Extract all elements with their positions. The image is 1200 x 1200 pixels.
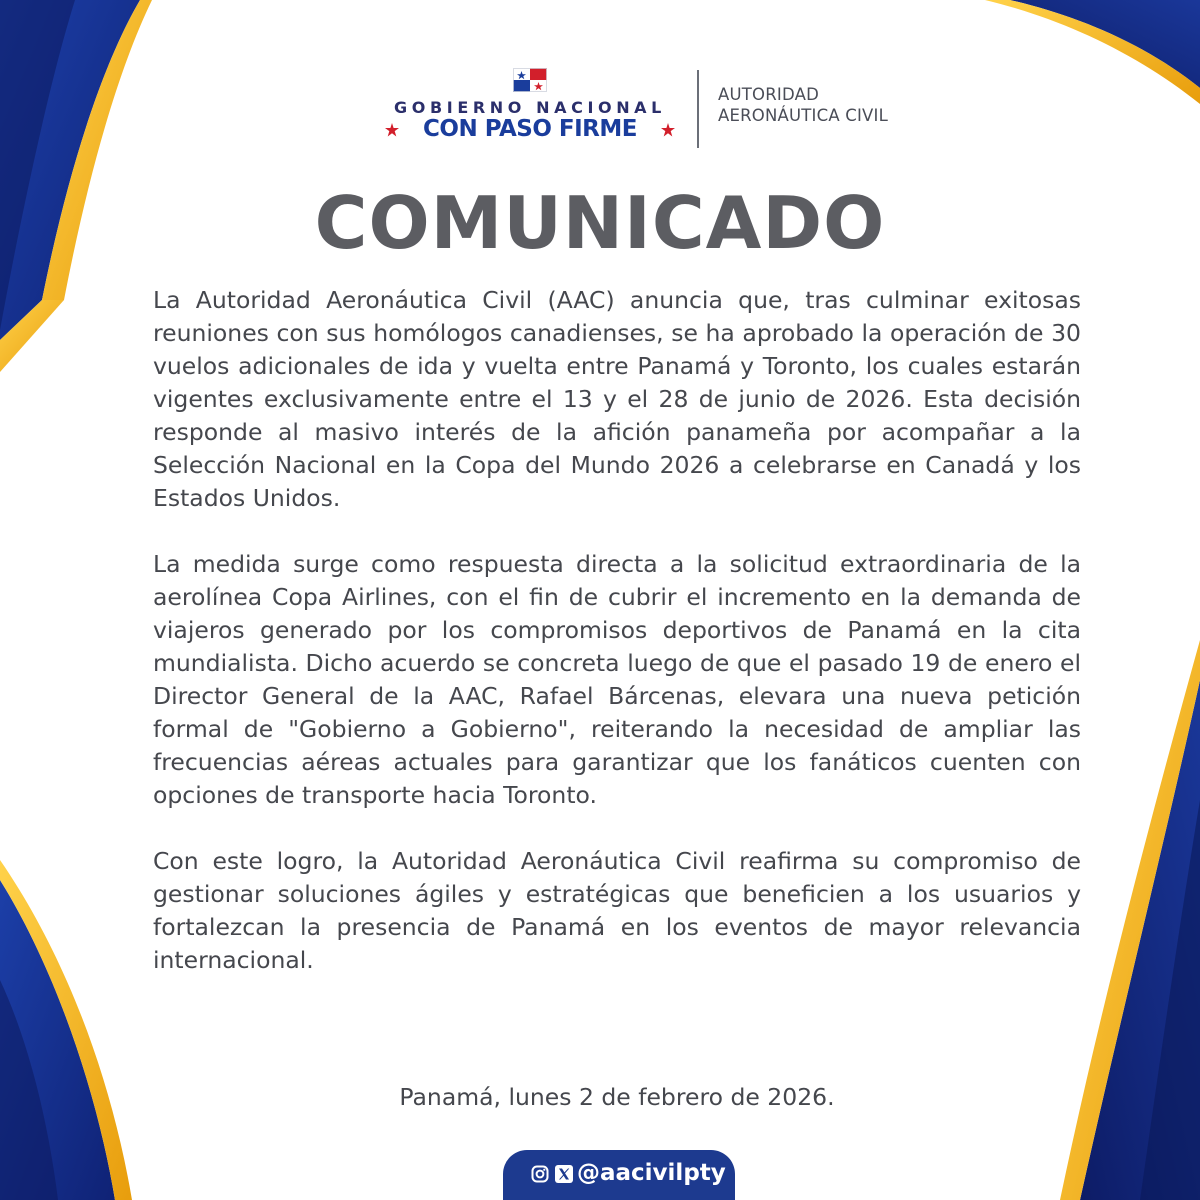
paragraph: La Autoridad Aeronáutica Civil (AAC) anuncia que, tras culminar exitosas reuniones con sus homólogos canadienses, se ha aprobado la operación de 30 vuelos adicionales de ida y vuelta entre Panamá y Toronto, los cuales estarán vigentes exclusivamente entre el 13 y el 28 de junio de 2026. Esta decisión responde al masivo interés de la afición panameña por acompañar a la Selección Nacional en la Copa del Mundo 2026 a celebrarse en Canadá y los Estados Unidos.: [153, 286, 1081, 512]
agency-name: [718, 84, 958, 126]
social-handle-pill[interactable]: [503, 1150, 735, 1200]
bottom-left-swoosh: [0, 860, 132, 1200]
paragraph: Con este logro, la Autoridad Aeronáutica Civil reafirma su compromiso de gestionar soluciones ágiles y estratégicas que beneficien a los usuarios y fortalezcan la presencia de Panamá en los eventos de mayor relevancia internacional.: [153, 847, 1081, 974]
header: [0, 64, 1200, 154]
gov-line-1: GOBIERNO NACIONAL: [394, 98, 666, 117]
government-logo: [385, 64, 675, 154]
agency-line-2: AERONÁUTICA CIVIL: [718, 106, 889, 125]
panama-flag-icon: [513, 68, 547, 92]
paragraph: La medida surge como respuesta directa a la solicitud extraordinaria de la aerolínea Copa Airlines, con el fin de cubrir el incremento en la demanda de viajeros generado por los compromisos deportivos de Panamá en la cita mundialista. Dicho acuerdo se concreta luego de que el pasado 19 de enero el Director General de la AAC, Rafael Bárcenas, elevara una nueva petición formal de "Gobierno a Gobierno", reiterando la necesidad de ampliar las frecuencias aéreas actuales para garantizar que los fanáticos cuenten con opciones de transporte hacia Toronto.: [153, 550, 1081, 809]
date-line: Panamá, lunes 2 de febrero de 2026.: [399, 1083, 835, 1111]
page-title: COMUNICADO: [314, 181, 886, 265]
social-handle[interactable]: @aacivilpty: [577, 1160, 726, 1186]
bottom-right-swoosh: [1060, 640, 1200, 1200]
x-icon[interactable]: [555, 1165, 573, 1183]
gov-line-2: CON PASO FIRME: [423, 116, 637, 142]
header-divider: [697, 70, 699, 148]
communique-body: [153, 284, 1081, 1010]
red-star-icon: [661, 123, 675, 137]
instagram-icon[interactable]: [531, 1165, 549, 1183]
agency-line-1: AUTORIDAD: [718, 85, 819, 104]
